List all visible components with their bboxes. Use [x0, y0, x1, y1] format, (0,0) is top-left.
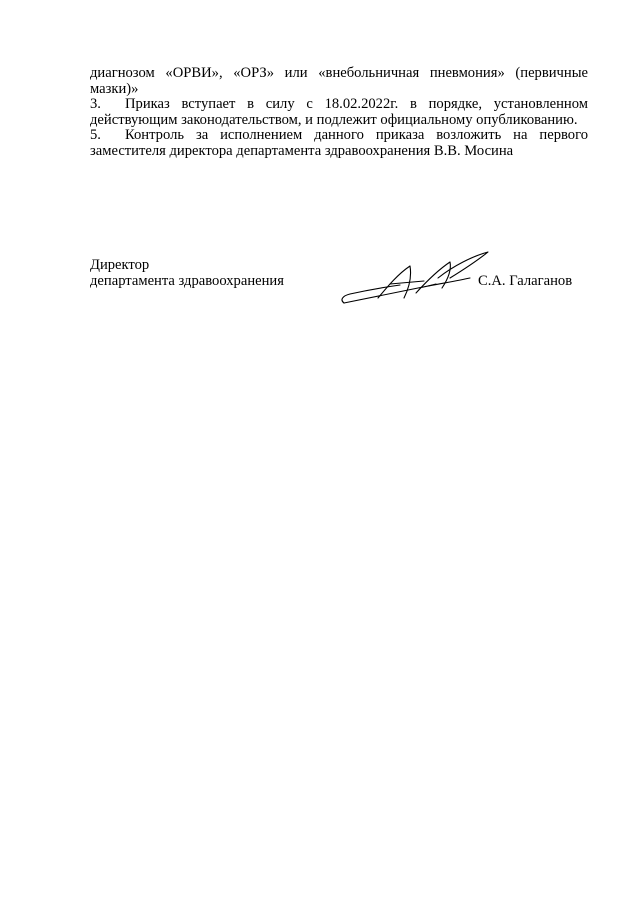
signatory-name: С.А. Галаганов: [478, 273, 573, 289]
item-text: Контроль за исполнением данного приказа возложить на первого заместителя директора департамента здравоохранения В.В. Мосина: [90, 127, 588, 159]
item-number: 5.: [90, 127, 101, 144]
item-paragraph-3: [90, 97, 588, 128]
signatory-title-line1: Директор: [90, 257, 150, 273]
signatory-title-line2: департамента здравоохранения: [90, 273, 284, 289]
document-body: [90, 66, 588, 160]
item-paragraph-5: [90, 128, 588, 159]
handwritten-signature-icon: [338, 248, 490, 310]
signatory-title: [90, 257, 284, 289]
item-text: Приказ вступает в силу с 18.02.2022г. в порядке, установленном действующим законодательством, и подлежит официальному опубликованию.: [90, 96, 588, 128]
item-number: 3.: [90, 96, 101, 113]
intro-paragraph: диагнозом «ОРВИ», «ОРЗ» или «внебольничная пневмония» (первичные мазки)»: [90, 65, 588, 97]
